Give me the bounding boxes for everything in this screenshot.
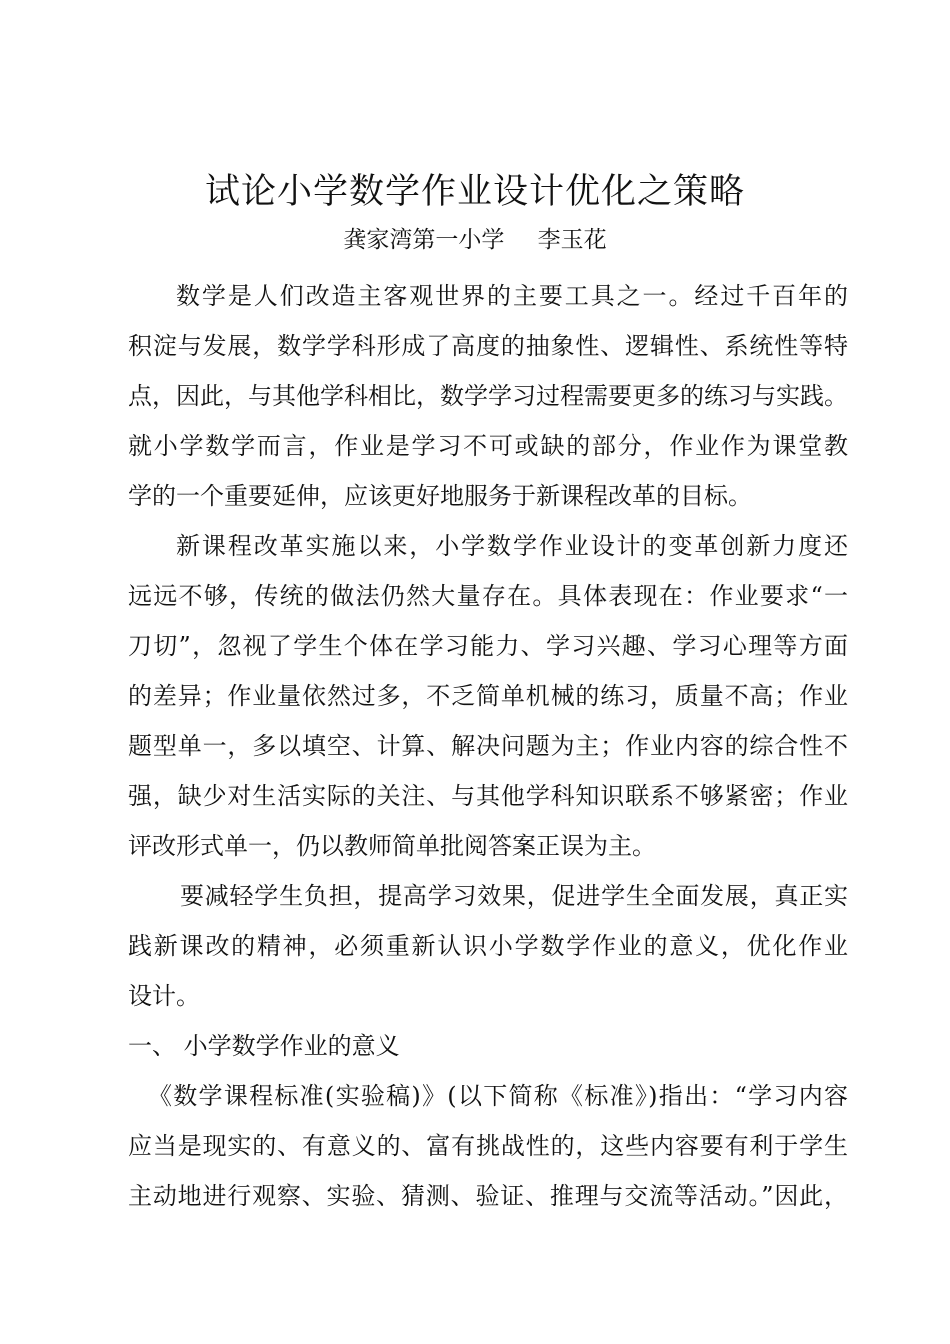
text-line: 新课程改革实施以来，小学数学作业设计的变革创新力度还 — [176, 532, 848, 560]
paragraph-intro — [128, 271, 848, 521]
text-line: 刀切”，忽视了学生个体在学习能力、学习兴趣、学习心理等方面 — [128, 632, 848, 660]
text-line: 要减轻学生负担，提高学习效果，促进学生全面发展，真正实 — [180, 882, 848, 910]
text-line: 远远不够，传统的做法仍然大量存在。具体表现在：作业要求“一 — [128, 582, 848, 610]
text-line: 数学是人们改造主客观世界的主要工具之一。经过千百年的 — [176, 282, 848, 310]
paragraph-standard-quote — [128, 1071, 848, 1221]
text-line: 学的一个重要延伸，应该更好地服务于新课程改革的目标。 — [128, 482, 752, 510]
text-line: 主动地进行观察、实验、猜测、验证、推理与交流等活动。”因此， — [128, 1182, 848, 1210]
section-heading: 一、 小学数学作业的意义 — [128, 1032, 400, 1060]
text-line: 设计。 — [128, 982, 200, 1010]
paragraph-goal — [128, 871, 848, 1021]
author-school: 龚家湾第一小学 — [343, 227, 505, 253]
text-line: 的差异；作业量依然过多，不乏简单机械的练习，质量不高；作业 — [128, 682, 848, 710]
text-line: 应当是现实的、有意义的、富有挑战性的，这些内容要有利于学生 — [128, 1132, 848, 1160]
article-body — [128, 271, 848, 1221]
author-name: 李玉花 — [537, 227, 607, 253]
byline — [0, 220, 950, 260]
text-line: 评改形式单一，仍以教师简单批阅答案正误为主。 — [128, 832, 656, 860]
text-line: 题型单一，多以填空、计算、解决问题为主；作业内容的综合性不 — [128, 732, 848, 760]
page-title: 试论小学数学作业设计优化之策略 — [204, 172, 745, 212]
text-line: 践新课改的精神，必须重新认识小学数学作业的意义，优化作业 — [128, 932, 848, 960]
text-line: 积淀与发展，数学学科形成了高度的抽象性、逻辑性、系统性等特 — [128, 332, 848, 360]
text-line: 《数学课程标准(实验稿)》(以下简称《标准》)指出：“学习内容 — [148, 1082, 848, 1110]
text-line: 就小学数学而言，作业是学习不可或缺的部分，作业作为课堂教 — [128, 432, 848, 460]
text-line: 强，缺少对生活实际的关注、与其他学科知识联系不够紧密；作业 — [128, 782, 848, 810]
paragraph-problems — [128, 521, 848, 871]
text-line: 点，因此，与其他学科相比，数学学习过程需要更多的练习与实践。 — [128, 382, 848, 410]
